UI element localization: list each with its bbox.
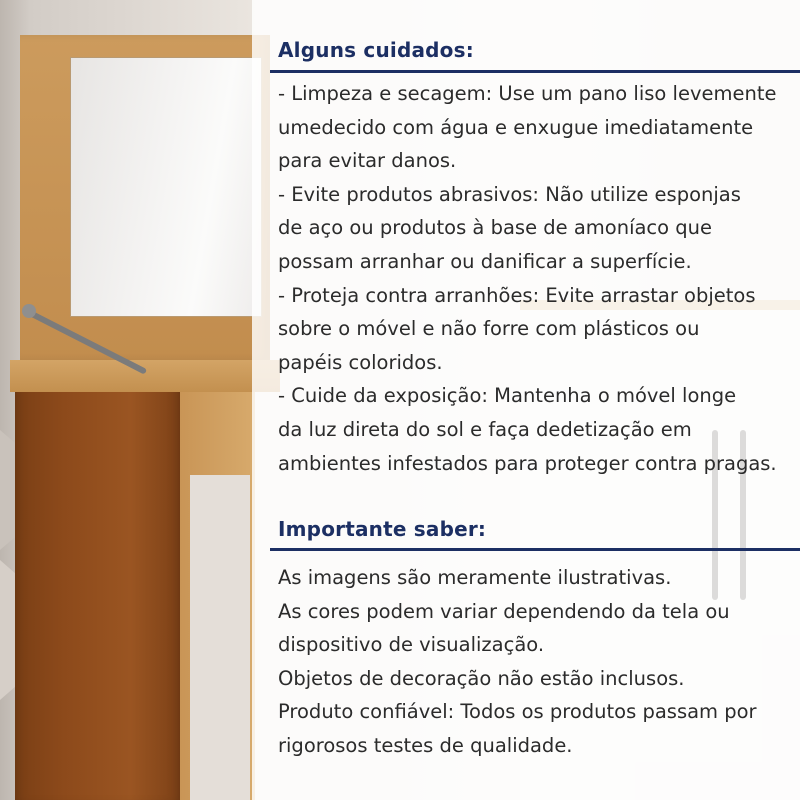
vanity-top: [10, 360, 280, 392]
care-section-title: Alguns cuidados:: [278, 38, 474, 62]
care-tip-line: papéis coloridos.: [278, 350, 443, 374]
care-tip-line: - Proteja contra arranhões: Evite arrastar objetos: [278, 283, 756, 307]
vanity-side-panel: [15, 360, 180, 800]
important-note-line: Objetos de decoração não estão inclusos.: [278, 666, 685, 690]
important-section-divider: [270, 548, 800, 551]
care-tip-line: sobre o móvel e não forre com plásticos ou: [278, 317, 700, 341]
care-tip-line: possam arranhar ou danificar a superfície.: [278, 249, 692, 273]
care-tip-line: umedecido com água e enxugue imediatamente: [278, 115, 754, 139]
important-note-line: Produto confiável: Todos os produtos passam por: [278, 700, 757, 724]
important-note-line: dispositivo de visualização.: [278, 633, 545, 657]
care-tip-line: da luz direta do sol e faça dedetização em: [278, 417, 692, 441]
vanity-opening: [190, 475, 250, 800]
important-notes-list: [278, 561, 778, 763]
care-tip-line: para evitar danos.: [278, 149, 457, 173]
care-tip-line: de aço ou produtos à base de amoníaco que: [278, 216, 713, 240]
care-tip-line: - Limpeza e secagem: Use um pano liso levemente: [278, 82, 777, 105]
important-note-line: As imagens são meramente ilustrativas.: [278, 566, 672, 589]
important-section-title: Importante saber:: [278, 517, 487, 541]
care-tip-line: - Evite produtos abrasivos: Não utilize esponjas: [278, 182, 741, 206]
care-tip-line: ambientes infestados para proteger contra pragas.: [278, 451, 777, 475]
care-section-divider: [270, 70, 800, 73]
important-note-line: As cores podem variar dependendo da tela ou: [278, 599, 730, 623]
care-tips-list: [278, 77, 778, 480]
lid-support-hinge: [22, 304, 36, 318]
important-note-line: rigorosos testes de qualidade.: [278, 733, 573, 757]
vanity-mirror: [70, 57, 262, 317]
care-tip-line: - Cuide da exposição: Mantenha o móvel longe: [278, 384, 737, 408]
